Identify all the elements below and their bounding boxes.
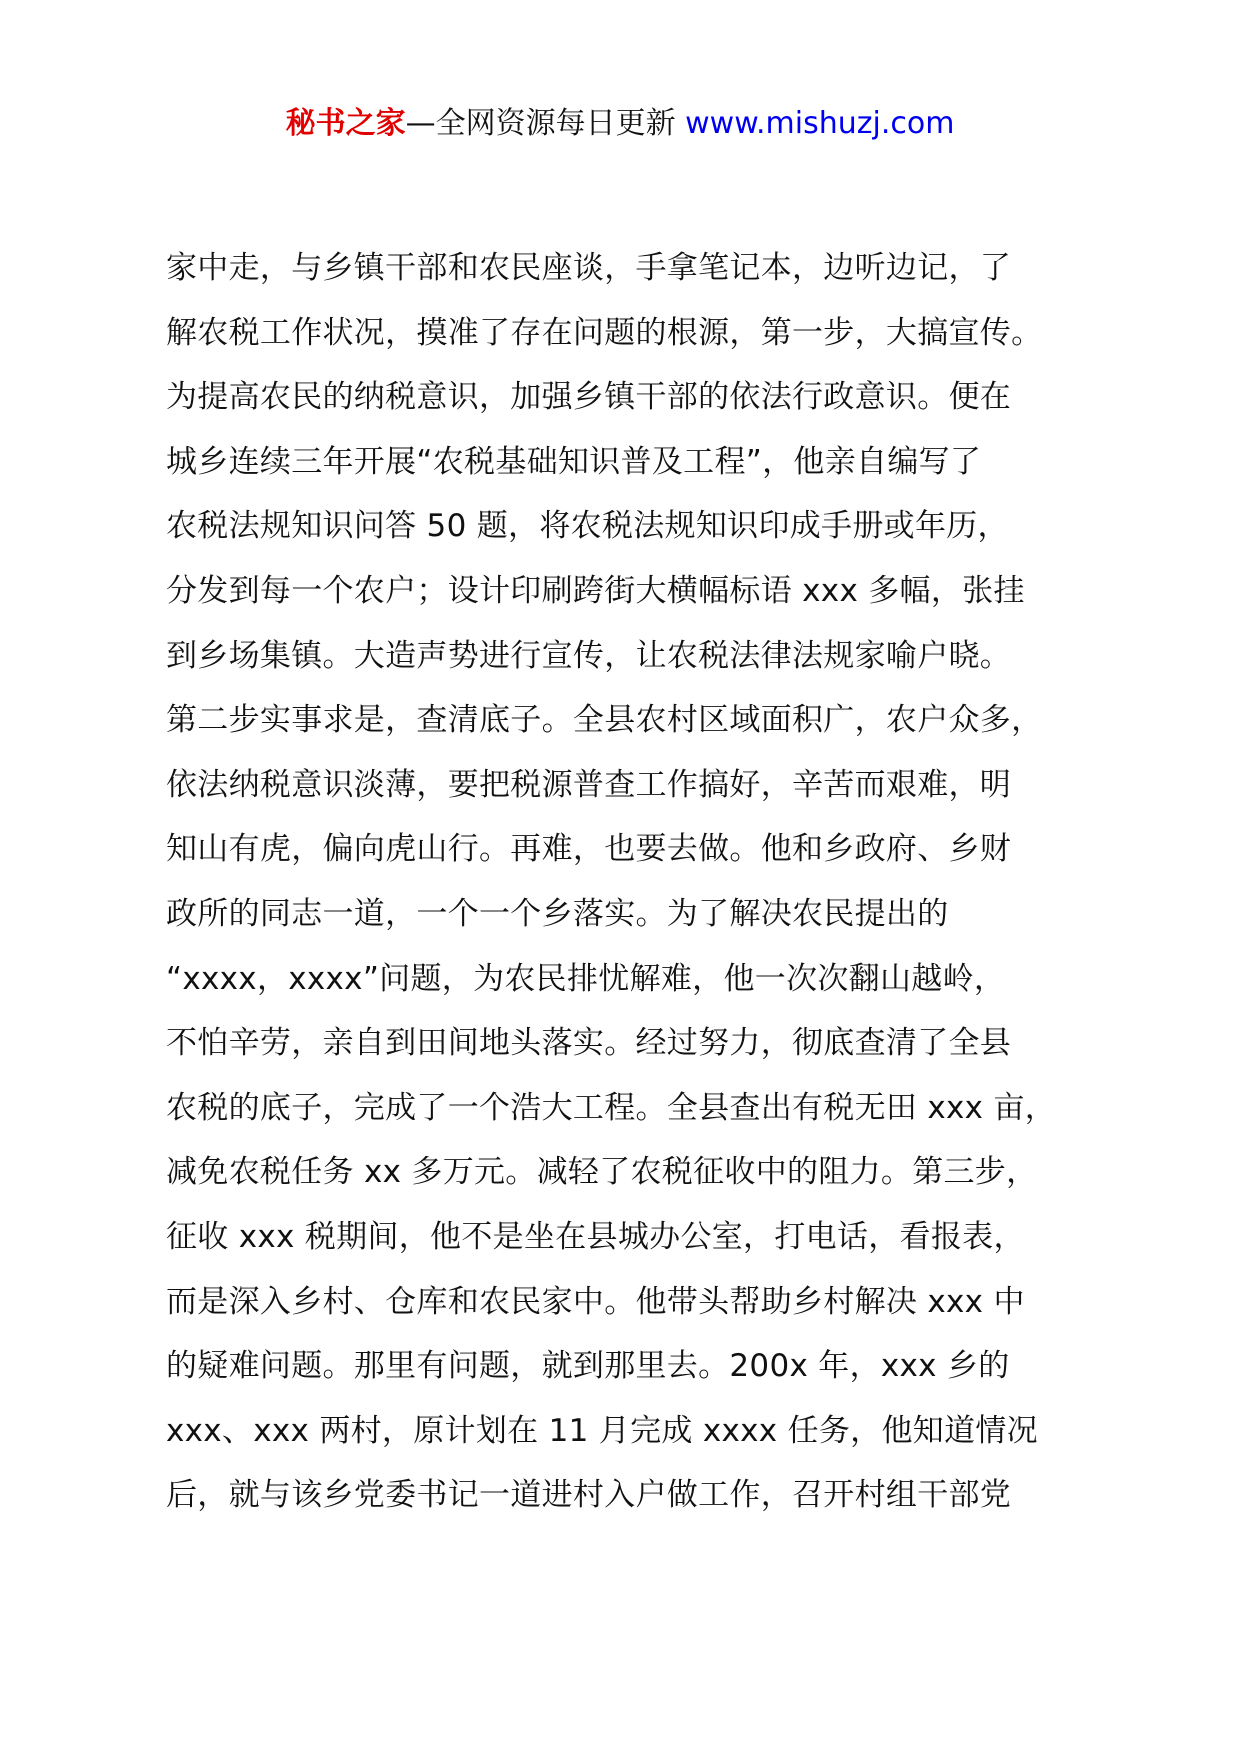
site-brand: 秘书之家 <box>285 106 406 141</box>
body-line: 农税法规知识问答 50 题，将农税法规知识印成手册或年历， <box>166 508 1009 545</box>
body-line: 的疑难问题。那里有问题，就到那里去。200x 年，xxx 乡的 <box>166 1348 1010 1385</box>
site-tagline: —全网资源每日更新 <box>405 106 676 141</box>
body-line: “xxxx，xxxx”问题，为农民排忧解难，他一次次翻山越岭， <box>166 960 1006 997</box>
body-line: 解农税工作状况，摸准了存在问题的根源，第一步，大搞宣传。 <box>166 314 1043 351</box>
site-url[interactable]: www.mishuzj.com <box>685 106 955 141</box>
body-line: 分发到每一个农户；设计印刷跨街大横幅标语 xxx 多幅，张挂 <box>166 572 1025 609</box>
body-line: 征收 xxx 税期间，他不是坐在县城办公室，打电话，看报表， <box>166 1218 1025 1255</box>
body-line: xxx、xxx 两村，原计划在 11 月完成 xxxx 任务，他知道情况 <box>166 1412 1038 1449</box>
body-line: 家中走，与乡镇干部和农民座谈，手拿笔记本，边听边记，了 <box>166 250 1012 286</box>
body-line: 减免农税任务 xx 多万元。减轻了农税征收中的阻力。第三步， <box>166 1154 1038 1191</box>
body-line: 政所的同志一道，一个一个乡落实。为了解决农民提出的 <box>166 895 949 932</box>
body-line: 为提高农民的纳税意识，加强乡镇干部的依法行政意识。便在 <box>166 379 1012 416</box>
body-line: 而是深入乡村、仓库和农民家中。他带头帮助乡村解决 xxx 中 <box>166 1283 1025 1320</box>
document-header <box>0 98 1240 150</box>
document-body <box>166 236 1126 1528</box>
body-line: 不怕辛劳，亲自到田间地头落实。经过努力，彻底查清了全县 <box>166 1025 1012 1062</box>
body-line: 知山有虎，偏向虎山行。再难，也要去做。他和乡政府、乡财 <box>166 831 1012 868</box>
body-line: 城乡连续三年开展“农税基础知识普及工程”，他亲自编写了 <box>166 443 982 480</box>
body-line: 后，就与该乡党委书记一道进村入户做工作，召开村组干部党 <box>166 1477 1012 1514</box>
body-line: 到乡场集镇。大造声势进行宣传，让农税法律法规家喻户晓。 <box>166 637 1012 674</box>
body-line: 依法纳税意识淡薄，要把税源普查工作搞好，辛苦而艰难，明 <box>166 766 1012 803</box>
body-line: 农税的底子，完成了一个浩大工程。全县查出有税无田 xxx 亩， <box>166 1089 1057 1126</box>
body-line: 第二步实事求是，查清底子。全县农村区域面积广，农户众多， <box>166 702 1043 739</box>
